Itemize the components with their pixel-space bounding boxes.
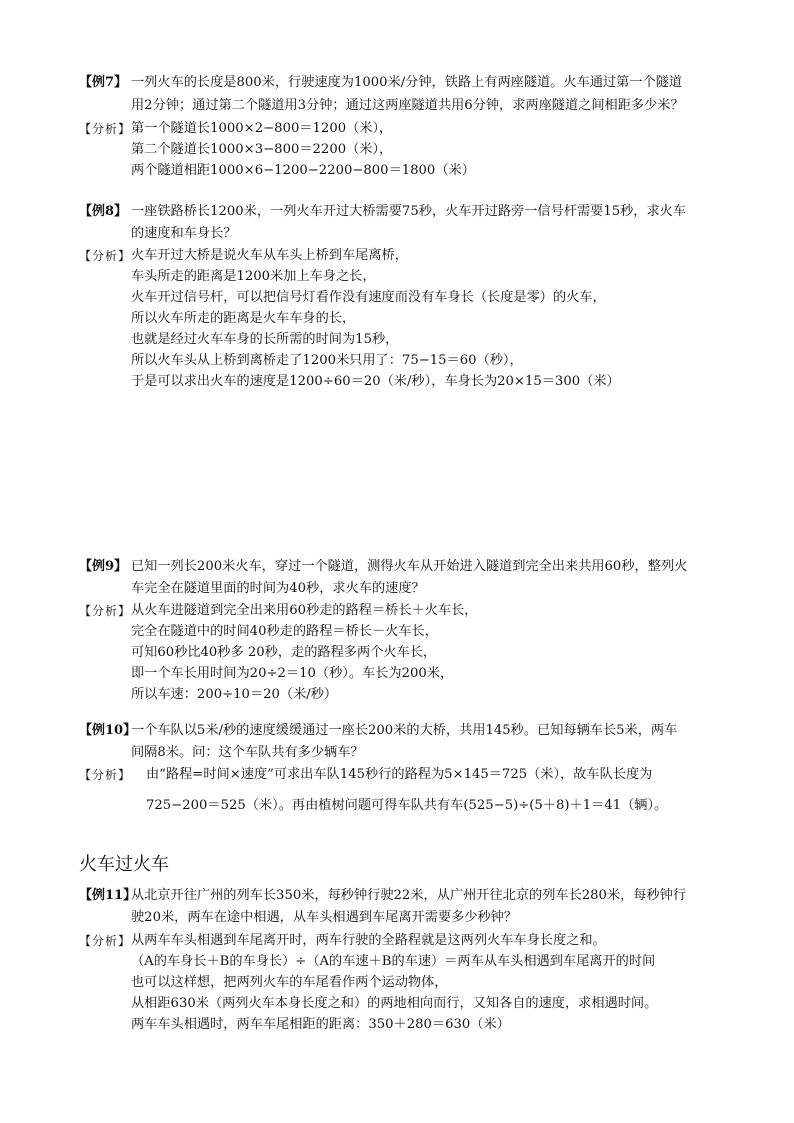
example-10-analysis-tag: 【分析】 (79, 768, 132, 782)
example-9-tag: 【例9】 (79, 559, 128, 574)
example-11-analysis-line-3: 也可以这样想，把两列火车的车尾看作两个运动物体， (131, 975, 448, 990)
example-7-question-line-1: 一列火车的长度是800米，行驶速度为1000米/分钟，铁路上有两座隧道。火车通过第一个隧道 (131, 75, 683, 90)
example-11-analysis-line-5: 两车车头相遇时，两车车尾相距的距离：350＋280＝630（米） (131, 1017, 510, 1032)
example-10-tag: 【例10】 (79, 723, 137, 738)
example-10-question-line-2: 间隔8米。问：这个车队共有多少辆车？ (131, 745, 364, 760)
example-11-tag: 【例11】 (79, 888, 137, 903)
example-9-question-line-1: 已知一列长200米火车，穿过一个隧道，测得火车从开始进入隧道到完全出来共用60秒，整列火 (131, 559, 688, 574)
example-8-analysis-line-5: 也就是经过火车车身的长所需的时间为15秒， (131, 332, 399, 347)
example-8-analysis-line-3: 火车开过信号杆，可以把信号灯看作没有速度而没有车身长（长度是零）的火车， (131, 290, 606, 305)
example-9-analysis-line-1: 从火车进隧道到完全出来用60秒走的路程＝桥长＋火车长， (131, 603, 478, 618)
example-11-analysis-line-2: （A的车身长＋B的车身长）÷（A的车速＋B的车速）＝两车从车头相遇到车尾离开的时间 (131, 954, 656, 969)
example-8-analysis-line-4: 所以火车所走的距离是火车车身的长， (131, 311, 356, 326)
example-9-analysis-line-2: 完全在隧道中的时间40秒走的路程＝桥长－火车长， (131, 624, 438, 639)
example-9-analysis-line-5: 所以车速：200÷10＝20（米/秒） (131, 687, 338, 702)
example-7-question-line-2: 用2分钟；通过第二个隧道用3分钟；通过这两座隧道共用6分钟，求两座隧道之间相距多少米？ (131, 98, 684, 113)
example-8-analysis-line-2: 车头所走的距离是1200米加上车身之长， (131, 269, 376, 284)
example-10-question-line-1: 一个车队以5米/秒的速度缓缓通过一座长200米的大桥，共用145秒。已知每辆车长5米，两车 (131, 723, 678, 738)
example-9-analysis-tag: 【分析】 (79, 604, 132, 618)
example-8-analysis-line-7: 于是可以求出火车的速度是1200÷60＝20（米/秒），车身长为20×15＝300（米） (131, 374, 620, 389)
example-10-analysis-line-1: 由“路程=时间×速度”可求出车队145秒行的路程为5×145＝725（米），故车队长度为 (146, 767, 653, 782)
example-11-analysis-line-4: 从相距630米（两列火车本身长度之和）的两地相向而行，又知各自的速度，求相遇时间。 (131, 996, 658, 1011)
example-11-analysis-tag: 【分析】 (79, 934, 132, 948)
example-11-question-line-2: 驶20米，两车在途中相遇，从车头相遇到车尾离开需要多少秒钟？ (131, 910, 518, 925)
example-7-analysis-line-3: 两个隧道相距1000×6−1200−2200−800＝1800（米） (131, 163, 475, 178)
example-9-analysis-line-3: 可知60秒比40秒多 20秒，走的路程多两个火车长， (131, 645, 437, 660)
example-7-tag: 【例7】 (79, 75, 128, 90)
example-8-tag: 【例8】 (79, 204, 128, 219)
example-11-analysis-line-1: 从两车车头相遇到车尾离开时，两车行驶的全路程就是这两列火车车身长度之和。 (131, 933, 606, 948)
example-7-analysis-tag: 【分析】 (79, 122, 132, 136)
example-9-question-line-2: 车完全在隧道里面的时间为40秒，求火车的速度？ (131, 581, 425, 596)
example-9-analysis-line-4: 即一个车长用时间为20÷2＝10（秒）。车长为200米， (131, 666, 454, 681)
example-7-analysis-line-1: 第一个隧道长1000×2−800＝1200（米）， (131, 121, 393, 136)
example-8-question-line-1: 一座铁路桥长1200米，一列火车开过大桥需要75秒，火车开过路旁一信号杆需要15秒，求火车 (131, 204, 687, 219)
example-11-question-line-1: 从北京开往广州的列车长350米，每秒钟行驶22米，从广州开往北京的列车长280米，每秒钟行 (131, 888, 687, 903)
example-10-analysis-line-2: 725−200＝525（米）。再由植树问题可得车队共有车(525−5)÷(5＋8)＋1＝41（辆）。 (146, 798, 668, 813)
example-8-question-line-2: 的速度和车身长？ (131, 226, 237, 241)
section-title: 火车过火车 (79, 854, 169, 875)
example-7-analysis-line-2: 第二个隧道长1000×3−800＝2200（米）， (131, 142, 393, 157)
example-8-analysis-line-6: 所以火车头从上桥到离桥走了1200米只用了：75−15＝60（秒）， (131, 353, 523, 368)
example-8-analysis-tag: 【分析】 (79, 249, 132, 263)
example-8-analysis-line-1: 火车开过大桥是说火车从车头上桥到车尾离桥， (131, 248, 408, 263)
